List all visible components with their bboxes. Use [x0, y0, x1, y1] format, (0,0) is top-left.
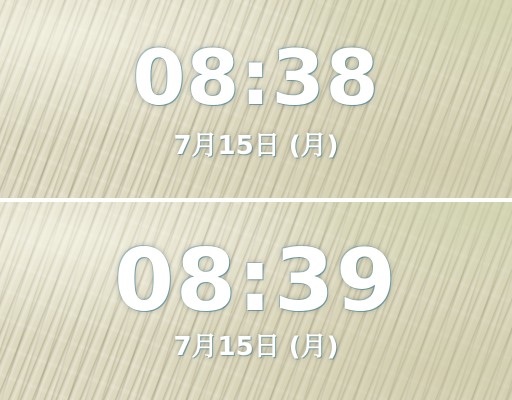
- clock-time: 08:38: [132, 33, 380, 122]
- clock-date: 7月15日 (月): [173, 332, 339, 362]
- lockscreen-bottom: [0, 202, 512, 400]
- clock-time: 08:39: [114, 231, 398, 331]
- clock-date: 7月15日 (月): [173, 131, 339, 161]
- lockscreen-top: [0, 0, 512, 198]
